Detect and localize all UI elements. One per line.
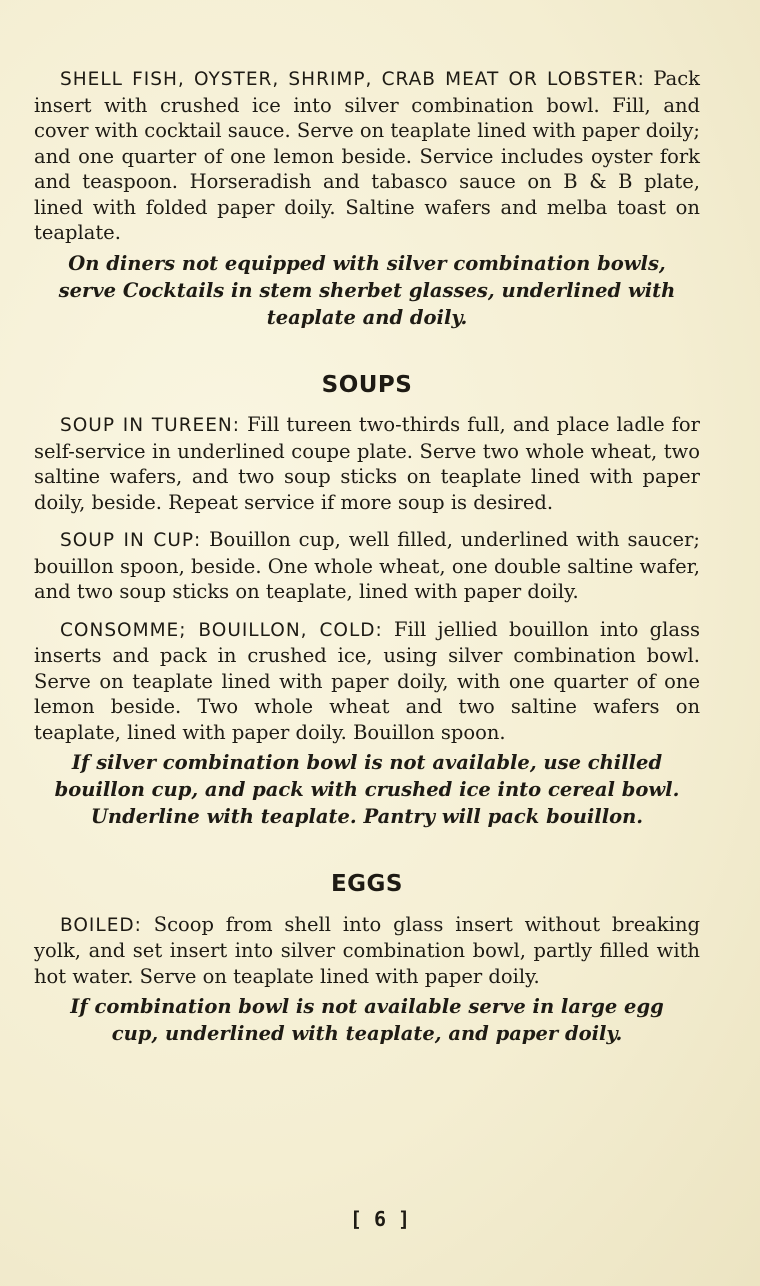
shellfish-paragraph — [34, 66, 700, 246]
soup-tureen-paragraph — [34, 412, 700, 515]
boiled-heading: BOILED: — [60, 914, 142, 936]
shellfish-text: Pack insert with crushed ice into silver combination bowl. Fill, and cover with cocktail sauce. Serve on teaplate lined with paper doily; and one quarter of one lemon beside. Service includes oyster fork and teaspoon. Horseradish and tabasco sauce on B & B plate, lined with folded paper doily. Saltine wafers and melba toast on teaplate. — [34, 67, 700, 244]
consomme-text: Fill jellied bouillon into glass inserts and pack in crushed ice, using silver combination bowl. Serve on teaplate lined with paper doily, with one quarter of one lemon beside. Two whole wheat and two saltine wafers on teaplate, lined with paper doily. Bouillon spoon. — [34, 617, 700, 744]
eggs-note: If combination bowl is not available serve in large egg cup, underlined with teaplate, and paper doily. — [70, 995, 664, 1045]
shellfish-heading: SHELL FISH, OYSTER, SHRIMP, CRAB MEAT OR LOBSTER: — [60, 69, 645, 90]
boiled-paragraph — [34, 912, 700, 990]
soup-cup-paragraph — [34, 527, 700, 605]
consomme-paragraph — [34, 617, 700, 746]
page-number: [ 6 ] — [349, 1207, 411, 1231]
soups-title: SOUPS — [321, 371, 413, 398]
soup-cup-heading: SOUP IN CUP: — [60, 530, 202, 551]
boiled-text: Scoop from shell into glass insert without breaking yolk, and set insert into silver combination bowl, partly filled with hot water. Serve on teaplate lined with paper doily. — [34, 912, 700, 988]
shellfish-note: On diners not equipped with silver combination bowls, serve Cocktails in stem sherbet glasses, underlined with teaplate and doily. — [58, 251, 676, 329]
soup-tureen-text: Fill tureen two-thirds full, and place ladle for self-service in underlined coupe plate. Serve two whole wheat, two saltine wafers, and two soup sticks on teaplate lined with paper doily, beside. Repeat service if more soup is desired. — [34, 413, 700, 514]
soup-tureen-heading: SOUP IN TUREEN: — [60, 415, 240, 436]
soup-cup-text: Bouillon cup, well filled, underlined with saucer; bouillon spoon, beside. One whole wheat, one double saltine wafer, and two soup sticks on teaplate, lined with paper doily. — [34, 528, 700, 603]
page-content — [34, 66, 700, 1047]
consomme-heading: CONSOMME; BOUILLON, COLD: — [60, 619, 383, 641]
eggs-title: EGGS — [330, 871, 404, 897]
soups-note: If silver combination bowl is not available, use chilled bouillon cup, and pack with crushed ice into cereal bowl. Underline with teaplate. Pantry will pack bouillon. — [54, 751, 680, 828]
